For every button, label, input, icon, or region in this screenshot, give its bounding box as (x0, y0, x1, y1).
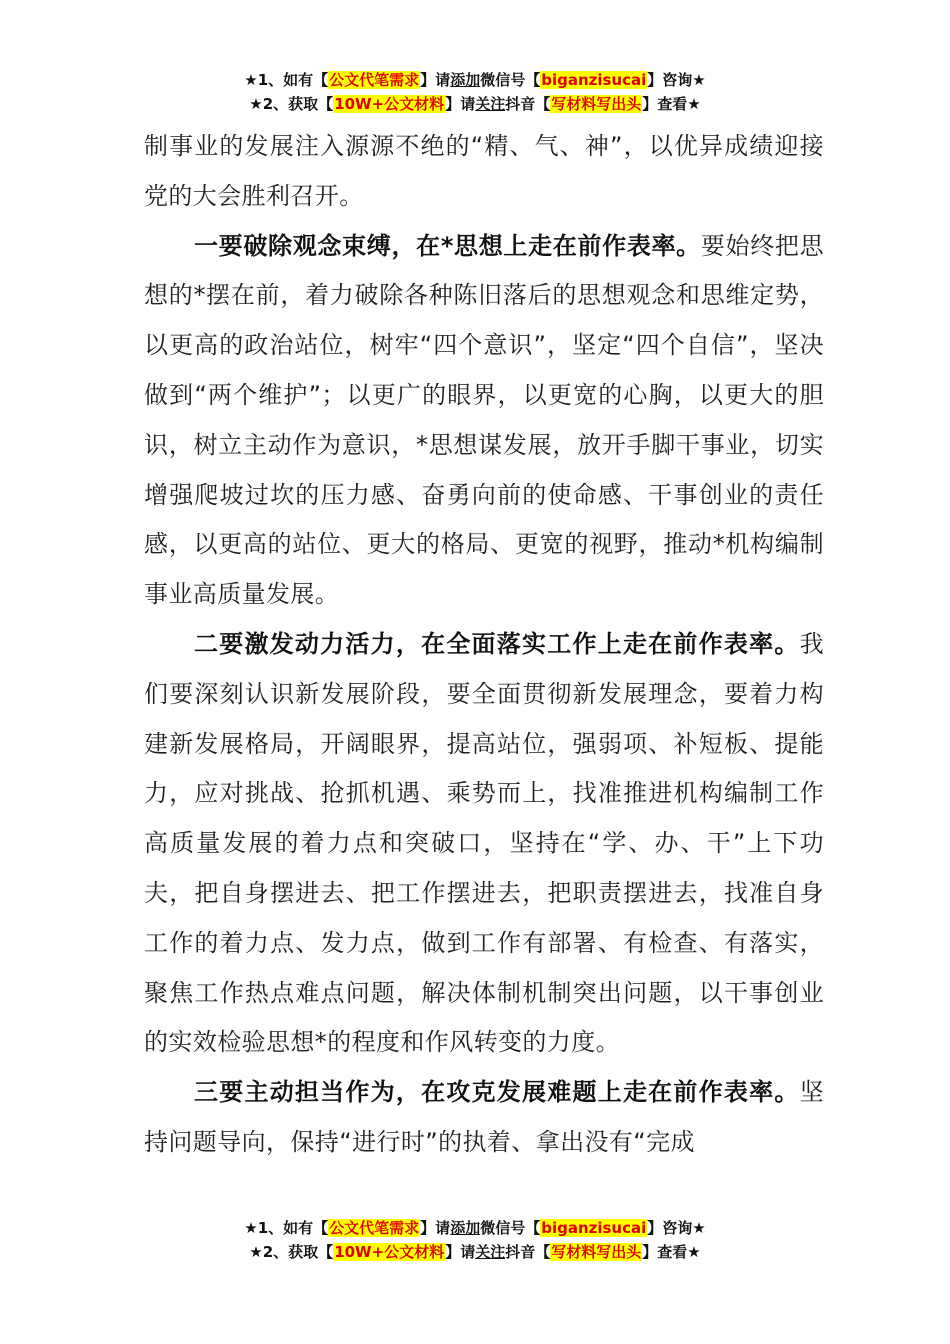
banner-text: 抖音【 (505, 95, 551, 113)
banner-text: ★2、获取【 (249, 1243, 334, 1261)
banner-wechat-id: biganzisucai (541, 1219, 647, 1237)
banner-line-2 (0, 1240, 950, 1264)
paragraph-1-text: 要始终把思想的*摆在前，着力破除各种陈旧落后的思想观念和思维定势，以更高的政治站位，树牢“四个意识”，坚定“四个自信”，坚决做到“两个维护”；以更广的眼界，以更宽的心胸，以更大的胆识，树立主动作为意识，*思想谋发展，放开手脚干事业，切实增强爬坡过坎的压力感、奋勇向前的使命感、干事创业的责任感，以更高的站位、更大的格局、更宽的视野，推动*机构编制事业高质量发展。 (144, 231, 825, 609)
banner-text: ★1、如有【 (244, 71, 329, 89)
banner-text: 微信号【 (480, 71, 541, 89)
banner-text: 微信号【 (480, 1219, 541, 1237)
banner-wechat-id: biganzisucai (541, 71, 647, 89)
banner-underlined: 关注 (475, 1243, 506, 1261)
paragraph-continued: 制事业的发展注入源源不绝的“精、气、神”，以优异成绩迎接党的大会胜利召开。 (144, 132, 824, 210)
paragraph-3-heading: 三要主动担当作为，在攻克发展难题上走在前作表率。 (194, 1078, 800, 1107)
banner-text: 】请 (445, 95, 476, 113)
header-banner (0, 68, 950, 116)
banner-text: 】请 (420, 1219, 451, 1237)
banner-underlined: 关注 (475, 95, 506, 113)
banner-highlight: 公文代笔需求 (329, 1219, 420, 1237)
banner-text: ★1、如有【 (244, 1219, 329, 1237)
banner-text: 抖音【 (505, 1243, 551, 1261)
banner-text: ★2、获取【 (249, 95, 334, 113)
footer-banner (0, 1216, 950, 1264)
banner-text: 】查看★ (642, 95, 701, 113)
banner-underlined: 添加 (450, 1219, 481, 1237)
banner-text: 】查看★ (642, 1243, 701, 1261)
banner-highlight: 10W+公文材料 (334, 95, 445, 113)
paragraph-3 (144, 1068, 824, 1168)
paragraph-1 (144, 222, 824, 620)
banner-line-1 (0, 1216, 950, 1240)
banner-line-1 (0, 68, 950, 92)
banner-douyin-id: 写材料写出头 (551, 95, 642, 113)
banner-text: 】咨询★ (647, 71, 706, 89)
banner-text: 】请 (445, 1243, 476, 1261)
banner-underlined: 添加 (450, 71, 481, 89)
paragraph-3-text: 坚持问题导向，保持“进行时”的执着、拿出没有“完成 (144, 1078, 824, 1156)
paragraph-2 (144, 620, 824, 1068)
document-body (144, 122, 824, 1168)
banner-text: 】咨询★ (647, 1219, 706, 1237)
banner-douyin-id: 写材料写出头 (551, 1243, 642, 1261)
banner-highlight: 10W+公文材料 (334, 1243, 445, 1261)
banner-highlight: 公文代笔需求 (329, 71, 420, 89)
paragraph-1-heading: 一要破除观念束缚，在*思想上走在前作表率。 (194, 231, 701, 260)
banner-line-2 (0, 92, 950, 116)
banner-text: 】请 (420, 71, 451, 89)
paragraph-2-heading: 二要激发动力活力，在全面落实工作上走在前作表率。 (194, 629, 800, 658)
paragraph-2-text: 我们要深刻认识新发展阶段，要全面贯彻新发展理念，要着力构建新发展格局，开阔眼界，提高站位，强弱项、补短板、提能力，应对挑战、抢抓机遇、乘势而上，找准推进机构编制工作高质量发展的着力点和突破口，坚持在“学、办、干”上下功夫，把自身摆进去、把工作摆进去，把职责摆进去，找准自身工作的着力点、发力点，做到工作有部署、有检查、有落实，聚焦工作热点难点问题，解决体制机制突出问题，以干事创业的实效检验思想*的程度和作风转变的力度。 (144, 629, 824, 1057)
